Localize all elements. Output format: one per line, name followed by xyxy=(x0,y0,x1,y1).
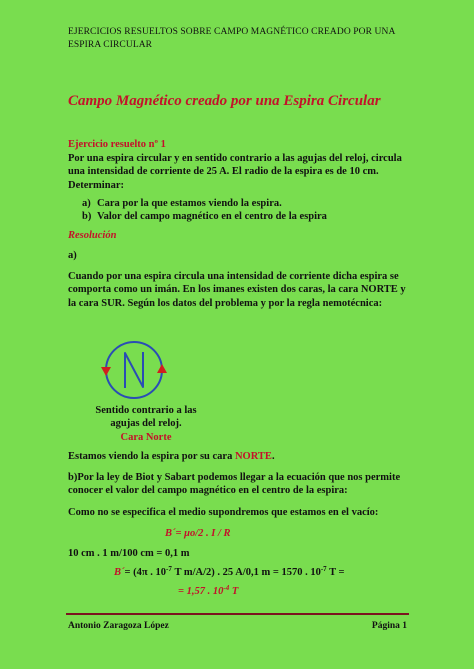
exercise-statement: Por una espira circular y en sentido contrario a las agujas del reloj, circula una intensidad de corriente de 25 A. El radio de la espira es de 10 cm. Determinar: xyxy=(68,153,402,191)
page-title: Campo Magnético creado por una Espira Circular xyxy=(68,93,381,109)
biot-savart-paragraph: b)Por la ley de Biot y Sabart podemos llegar a la ecuación que nos permite conocer el valor del campo magnético en el centro de la espira: xyxy=(68,472,401,497)
formula: B´= μo/2 . I / R xyxy=(165,528,231,539)
exercise-heading: Ejercicio resuelto nº 1 xyxy=(68,139,166,150)
calculation xyxy=(114,566,345,579)
current-arrow-left-icon xyxy=(101,367,111,376)
list-item-label: a) xyxy=(82,198,91,209)
calc-exp2: -7 xyxy=(320,565,327,573)
footer-page-number: Página 1 xyxy=(371,621,407,631)
calc-exp1: -7 xyxy=(165,565,172,573)
figure-caption-text: Sentido contrario a las agujas del reloj. xyxy=(95,405,197,430)
footer-author: Antonio Zaragoza López xyxy=(68,621,169,631)
unit-conversion: 10 cm . 1 m/100 cm = 0,1 m xyxy=(68,548,190,559)
list-item-text: Valor del campo magnético en el centro de la espira xyxy=(97,211,327,222)
result-prefix: = 1,57 . 10 xyxy=(178,586,224,597)
current-arrow-right-icon xyxy=(157,364,167,373)
result-exp: -4 xyxy=(223,584,230,592)
current-loop-diagram xyxy=(94,338,174,402)
result xyxy=(178,585,238,598)
list-item xyxy=(82,197,282,210)
resolution-heading: Resolución xyxy=(68,230,117,241)
calc-part2: T m/A/2) . 25 A/0,1 m = 1570 . 10 xyxy=(171,567,321,578)
list-item-text: Cara por la que estamos viendo la espira. xyxy=(97,198,282,209)
resolution-paragraph: Cuando por una espira circula una intensidad de corriente dicha espira se comporta como un imán. En los imanes existen dos caras, la cara NORTE y la cara SUR. Según los datos del problema y por la regla nemotécnica: xyxy=(68,271,406,309)
conclusion-suffix: . xyxy=(271,451,275,462)
footer-divider xyxy=(66,613,409,615)
calc-b-label: B´ xyxy=(114,567,125,578)
figure-caption xyxy=(86,404,206,444)
conclusion-prefix: Estamos viendo la espira por su cara xyxy=(68,451,233,462)
figure-face-label: Cara Norte xyxy=(120,431,172,443)
vacuum-note: Como no se especifica el medio supondremos que estamos en el vacío: xyxy=(68,507,379,518)
north-pole-letter-n xyxy=(125,352,143,388)
calc-part3: T = xyxy=(326,567,345,578)
conclusion xyxy=(68,450,413,463)
list-item-label: b) xyxy=(82,211,92,222)
result-suffix: T xyxy=(229,586,239,597)
list-item xyxy=(82,210,327,223)
page-header: EJERCICIOS RESUELTOS SOBRE CAMPO MAGNÉTICO CREADO POR UNA ESPIRA CIRCULAR xyxy=(68,27,395,50)
part-a-label: a) xyxy=(68,250,77,261)
calc-part1: = (4π . 10 xyxy=(124,567,166,578)
conclusion-face: NORTE xyxy=(234,451,272,462)
